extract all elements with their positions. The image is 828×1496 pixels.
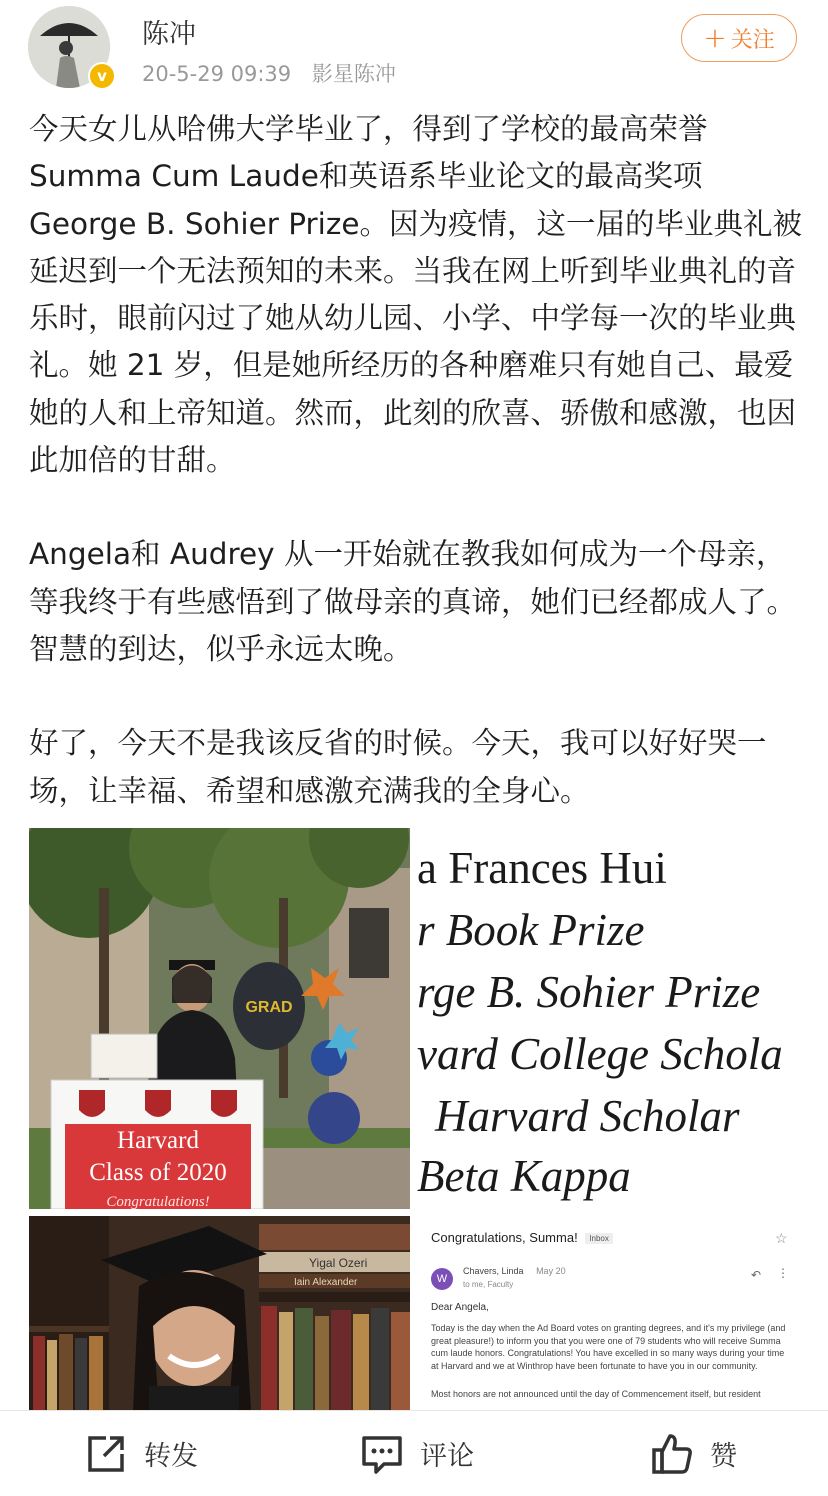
- comment-icon: [360, 1432, 404, 1476]
- book-label: Yigal Ozeri: [309, 1256, 368, 1270]
- repost-icon: [84, 1432, 128, 1476]
- email-sender: Chavers, Linda: [463, 1266, 524, 1276]
- like-button[interactable]: [650, 1411, 737, 1496]
- post-meta: [142, 58, 396, 88]
- follow-label: 关注: [730, 27, 775, 53]
- email-greeting: Dear Angela,: [431, 1302, 489, 1313]
- email-date: May 20: [536, 1266, 566, 1276]
- sign-line1: Harvard: [117, 1127, 199, 1154]
- sender-avatar: [431, 1268, 453, 1290]
- post-content: [29, 106, 804, 815]
- email-body-1: Today is the day when the Ad Board votes on granting degrees, and it's my privilege (and great pleasure!) to inform you that you were one of 79 students who will receive Summa cum laude honors. Congratulations! You have excelled in so many ways during your time at Harvard and we at Winthrop have been fortunate to have you in our community.: [431, 1323, 786, 1371]
- award-line: a Frances Hui: [417, 843, 667, 893]
- sign-line2: Class of 2020: [89, 1159, 227, 1186]
- like-label: 赞: [710, 1441, 737, 1472]
- email-subject-row: [431, 1230, 613, 1245]
- post-paragraph: 好了，今天不是我该反省的时候。今天，我可以好好哭一场，让幸福、希望和感激充满我的全身心。: [29, 726, 767, 808]
- book-label: Iain Alexander: [294, 1277, 358, 1288]
- sign-line3: Congratulations!: [106, 1194, 210, 1209]
- award-line: rge B. Sohier Prize: [417, 967, 761, 1017]
- verified-badge-icon: v: [88, 62, 116, 90]
- post-source: 影星陈冲: [311, 62, 396, 86]
- email-to: to me, Faculty: [463, 1280, 514, 1289]
- post-timestamp: 20-5-29 09:39: [142, 62, 292, 86]
- repost-label: 转发: [144, 1441, 198, 1472]
- comment-label: 评论: [420, 1441, 474, 1472]
- comment-button[interactable]: [360, 1411, 474, 1496]
- post-image-email[interactable]: [417, 1216, 801, 1410]
- email-subject: Congratulations, Summa!: [431, 1230, 578, 1245]
- plus-icon: +: [703, 21, 727, 54]
- award-line: r Book Prize: [417, 905, 645, 955]
- email-sender-row: [463, 1266, 566, 1276]
- follow-button[interactable]: [681, 14, 797, 62]
- username[interactable]: 陈冲: [142, 19, 196, 50]
- award-line: vard College Schola: [417, 1029, 783, 1079]
- post-image-portrait[interactable]: [29, 1216, 410, 1410]
- post-header: [0, 0, 828, 100]
- post-paragraph: Angela和 Audrey 从一开始就在教我如何成为一个母亲，等我终于有些感悟到了做母亲的真谛，她们已经都成人了。智慧的到达，似乎永远太晚。: [29, 537, 797, 666]
- email-body-2: Most honors are not announced until the day of Commencement itself, but resident: [431, 1389, 761, 1399]
- post-paragraph: 今天女儿从哈佛大学毕业了，得到了学校的最高荣誉Summa Cum Laude和英语系毕业论文的最高奖项George B. Sohier Prize。因为疫情，这一届的毕业典礼被延迟到一个无法预知的未来。当我在网上听到毕业典礼的音乐时，眼前闪过了她从幼儿园、小学、中学每一次的毕业典礼。她 21 岁，但是她所经历的各种磨难只有她自己、最爱她的人和上帝知道。然而，此刻的欣喜、骄傲和感激，也因此加倍的甘甜。: [29, 112, 802, 478]
- repost-button[interactable]: [84, 1411, 198, 1496]
- reply-icon[interactable]: ↶: [751, 1268, 762, 1282]
- balloon-text: GRAD: [245, 999, 293, 1016]
- email-inbox-tag: Inbox: [585, 1233, 613, 1244]
- star-icon[interactable]: ☆: [775, 1230, 788, 1246]
- thumbs-up-icon: [650, 1432, 694, 1476]
- sender-initial: W: [436, 1273, 448, 1285]
- more-icon[interactable]: ⋮: [777, 1266, 789, 1280]
- post-image-awards[interactable]: [417, 828, 801, 1209]
- award-line: Beta Kappa: [417, 1151, 631, 1201]
- award-line: Harvard Scholar: [435, 1091, 740, 1141]
- post-image-graduation[interactable]: [29, 828, 410, 1209]
- action-bar: [0, 1410, 828, 1496]
